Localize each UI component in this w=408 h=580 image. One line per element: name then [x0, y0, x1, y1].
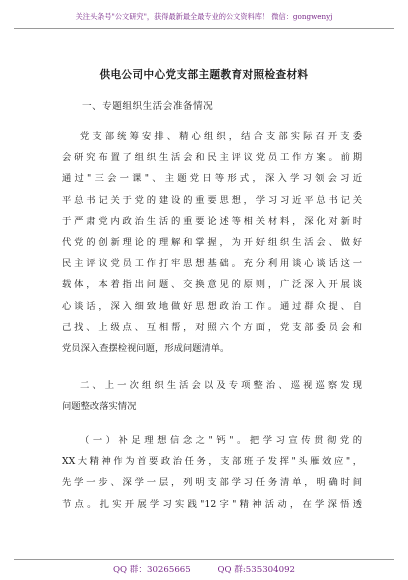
footer-qq-group-2: QQ 群:535304092 [217, 565, 296, 575]
paragraph-line: 平总书记关于党的建设的重要思想，学习习近平总书记关 [62, 194, 362, 206]
footer-qq-group-1: QQ 群：30265665 [112, 565, 191, 575]
paragraph-line: 节点。扎实开展学习实践"12字"精神活动，在学深悟透 [62, 498, 362, 510]
paragraph-line: 党支部统筹安排、精心组织，结合支部实际召开支委 [80, 131, 362, 142]
section1-paragraph [62, 126, 362, 359]
header-notice: 关注头条号"公文研究"，获得最新最全最专业的公文资料库！ 微信：gongwenyj [75, 12, 333, 21]
paragraph-line: 民主评议党员工作打牢思想基础。充分利用谈心谈话这一 [62, 258, 362, 270]
header-divider [14, 28, 394, 29]
footer-divider [14, 559, 394, 560]
section2-heading [62, 375, 362, 417]
paragraph-line: 于严肃党内政治生活的重要论述等相关材料，深化对新时 [62, 215, 362, 227]
paragraph-line: XX大精神作为首要政治任务，支部班子发挥"头雁效应"， [62, 456, 362, 468]
paragraph-line: 党员深入查摆检视问题，形成问题清单。 [62, 342, 230, 354]
paragraph-line: （一）补足理想信念之"钙"。把学习宣传贯彻党的 [80, 435, 362, 446]
heading-line: 二、上一次组织生活会以及专项整治、巡视巡察发现 [80, 380, 362, 391]
paragraph-line: 代党的创新理论的理解和掌握，为开好组织生活会、做好 [62, 236, 362, 248]
paragraph-line: 己找、上级点、互相帮，对照六个方面，党支部委员会和 [62, 321, 362, 333]
paragraph-line: 载体，本着指出问题、交换意见的原则，广泛深入开展谈 [62, 279, 362, 291]
document-title: 供电公司中心党支部主题教育对照检查材料 [99, 69, 309, 81]
paragraph-line: 心谈话，深入细致地做好思想政治工作。通过群众提、自 [62, 300, 362, 312]
footer-contact [0, 563, 408, 575]
paragraph-line: 先学一步、深学一层，列明支部学习任务清单，明确时间 [62, 477, 362, 489]
section2-paragraph [62, 430, 362, 515]
paragraph-line: 通过"三会一课"、主题党日等形式，深入学习领会习近 [62, 173, 362, 185]
paragraph-line: 会研究布置了组织生活会和民主评议党员工作方案。前期 [62, 152, 362, 164]
section1-heading: 一、专题组织生活会准备情况 [82, 101, 214, 112]
heading-line: 问题整改落实情况 [62, 401, 137, 413]
